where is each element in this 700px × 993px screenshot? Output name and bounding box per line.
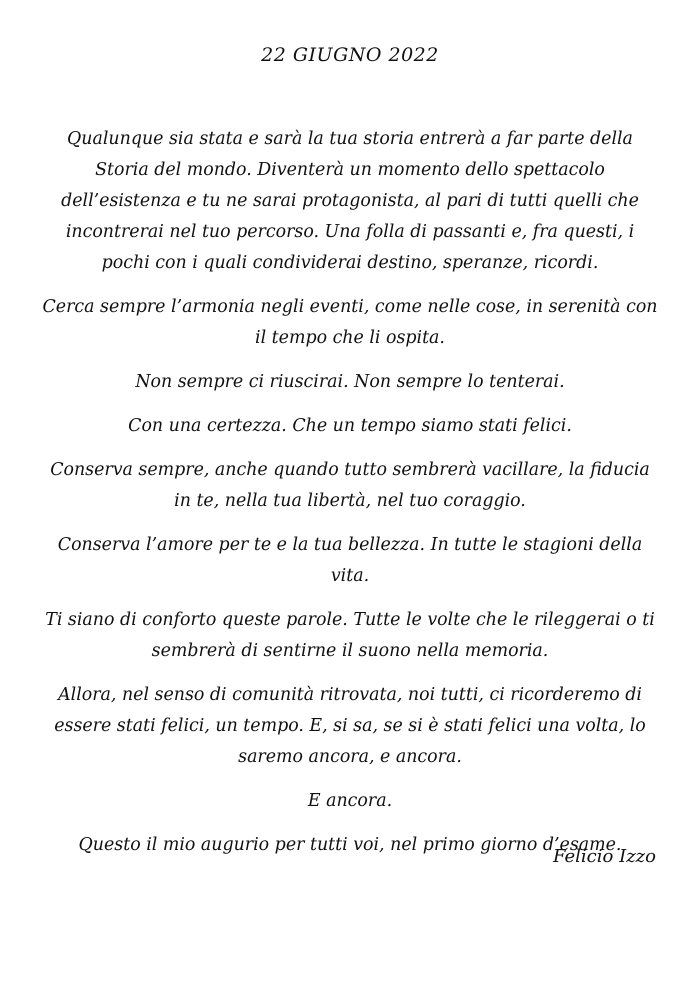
paragraph: Conserva sempre, anche quando tutto sembrerà vacillare, la fiducia in te, nella tua libertà, nel tuo coraggio. bbox=[50, 460, 650, 511]
paragraph: Con una certezza. Che un tempo siamo stati felici. bbox=[128, 416, 572, 436]
paragraph: E ancora. bbox=[307, 791, 393, 811]
paragraph: Allora, nel senso di comunità ritrovata, noi tutti, ci ricorderemo di essere stati felici, un tempo. E, si sa, se si è stati felici una volta, lo saremo ancora, e ancora. bbox=[54, 685, 646, 767]
letter-body bbox=[40, 124, 660, 874]
paragraph: Qualunque sia stata e sarà la tua storia entrerà a far parte della Storia del mondo. Diventerà un momento dello spettacolo dell’esistenza e tu ne sarai protagonista, al pari di tutti quelli che incontrerai nel tuo percorso. Una folla di passanti e, fra questi, i pochi con i quali condividerai destino, speranze, ricordi. bbox=[61, 129, 639, 273]
letter-date: 22 GIUGNO 2022 bbox=[261, 44, 439, 66]
paragraph: Questo il mio augurio per tutti voi, nel primo giorno d’esame. bbox=[78, 835, 622, 855]
paragraph: Cerca sempre l’armonia negli eventi, come nelle cose, in serenità con il tempo che li ospita. bbox=[42, 297, 658, 348]
paragraph: Conserva l’amore per te e la tua bellezza. In tutte le stagioni della vita. bbox=[57, 535, 643, 586]
paragraph: Ti siano di conforto queste parole. Tutte le volte che le rileggerai o ti sembrerà di sentirne il suono nella memoria. bbox=[45, 610, 655, 661]
signature: Felicio Izzo bbox=[553, 846, 656, 867]
paragraph: Non sempre ci riuscirai. Non sempre lo tenterai. bbox=[135, 372, 565, 392]
